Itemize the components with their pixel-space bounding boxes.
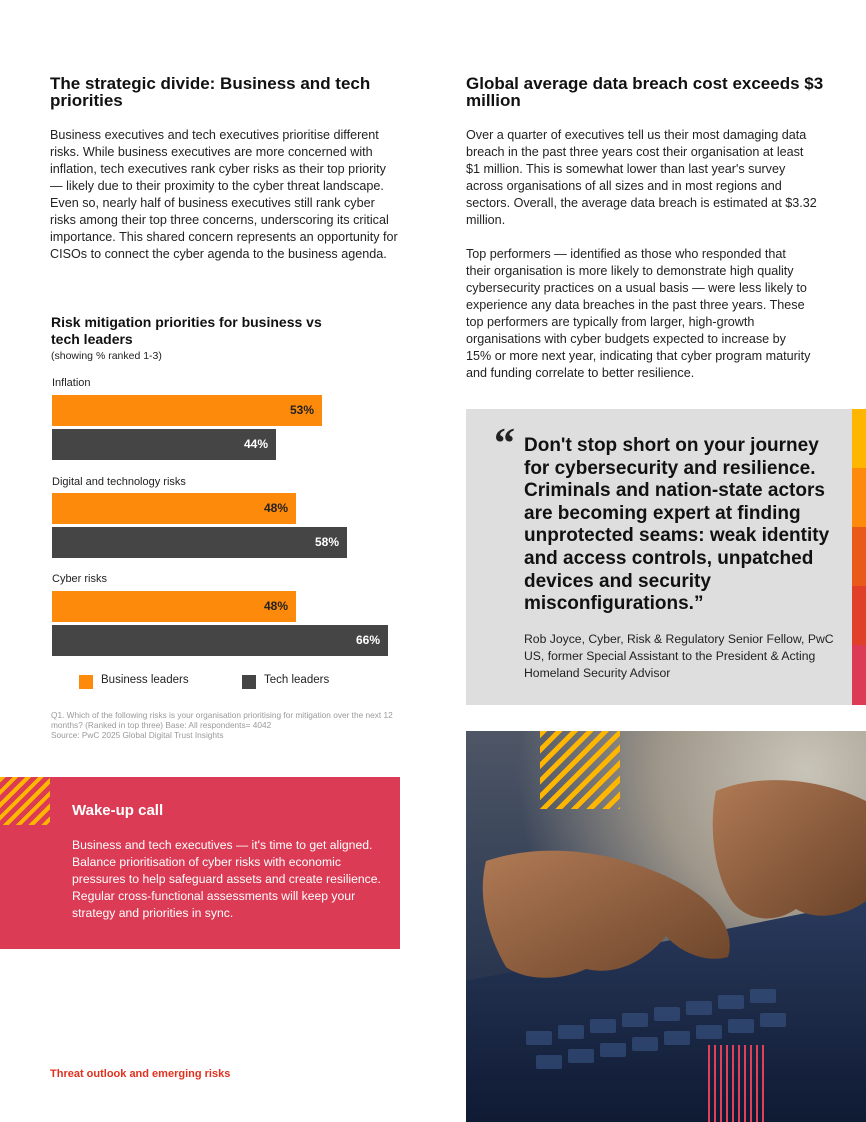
right-paragraph-1: Over a quarter of executives tell us their most damaging data breach in the past three years cost their organisation at least $1 million. This is somewhat lower than last year's survey across organisations of all sizes and in most regions and sectors. Overall, the average data breach is estimated at $3.32 million. bbox=[466, 128, 817, 227]
right-paragraph-2: Top performers — identified as those who responded that their organisation is more likely to demonstrate high quality cybersecurity practices on a usual basis — were less likely to experience any data breaches in the past three years. These top performers are typically from larger, high-growth organisations with cyber budgets expected to increase by 15% or more next year, indicating that cyber program maturity and funding correlate to better resilience. bbox=[466, 247, 811, 380]
right-heading: Global average data breach cost exceeds $3 million bbox=[466, 74, 824, 110]
bar-value-label: 48% bbox=[263, 501, 288, 515]
legend-label-business: Business leaders bbox=[101, 674, 189, 686]
category-label-inflation: Inflation bbox=[52, 377, 91, 389]
accent-bar-5 bbox=[852, 645, 866, 705]
bar-digital-tech bbox=[52, 527, 347, 558]
quote-attribution: Rob Joyce, Cyber, Risk & Regulatory Senior Fellow, PwC US, former Special Assistant to the President & Acting Homeland Security Advisor bbox=[524, 632, 834, 680]
accent-bar-2 bbox=[852, 468, 866, 527]
legend-swatch-business bbox=[79, 675, 93, 689]
chart-subtitle: (showing % ranked 1-3) bbox=[51, 350, 162, 362]
legend-swatch-tech bbox=[242, 675, 256, 689]
quote-text: Don't stop short on your journey for cybersecurity and resilience. Criminals and nation-state actors are becoming expert at finding unprotected seams: weak identity and access controls, unpatched devices and security misconfigurations.” bbox=[524, 435, 830, 615]
wakeup-text: Business and tech executives — it's time to get aligned. Balance prioritisation of cyber risks with economic pressures to help safeguard assets and create resilience. Regular cross-functional assessments will keep your strategy and priorities in sync. bbox=[72, 838, 381, 920]
bar-value-label: 58% bbox=[314, 535, 339, 549]
bar-inflation-tech bbox=[52, 429, 276, 460]
decorative-stripes bbox=[540, 731, 620, 809]
category-label-cyber: Cyber risks bbox=[52, 573, 108, 585]
bar-inflation-business bbox=[52, 395, 322, 426]
bar-value-label: 53% bbox=[289, 403, 314, 417]
decorative-stripes bbox=[708, 1045, 764, 1122]
legend-label-tech: Tech leaders bbox=[264, 674, 330, 686]
decorative-stripes bbox=[0, 777, 50, 825]
hands-on-keyboard-illustration bbox=[466, 731, 866, 1122]
bar-value-label: 44% bbox=[243, 437, 268, 451]
bar-digital-business bbox=[52, 493, 296, 524]
chart-footnote bbox=[51, 710, 401, 740]
chart-title: Risk mitigation priorities for business vs tech leaders bbox=[51, 314, 322, 347]
bar-value-label: 48% bbox=[263, 599, 288, 613]
chart-source: Source: PwC 2025 Global Digital Trust Insights bbox=[51, 730, 224, 740]
wakeup-callout bbox=[0, 777, 400, 949]
bar-cyber-tech bbox=[52, 625, 388, 656]
footer-section-label: Threat outlook and emerging risks bbox=[50, 1068, 231, 1080]
category-label-digital-tech: Digital and technology risks bbox=[52, 476, 186, 488]
accent-bar-4 bbox=[852, 586, 866, 645]
accent-bar-1 bbox=[852, 409, 866, 468]
left-paragraph: Business executives and tech executives prioritise different risks. While business executives are more concerned with inflation, tech executives rank cyber risks as their top priority — likely due to their proximity to the cyber threat landscape. Even so, nearly half of business executives still rank cyber risks among their top three concerns, underscoring its critical importance. This shared concern represents an opportunity for CISOs to connect the cyber agenda to the business agenda. bbox=[50, 128, 398, 261]
quote-mark-icon: “ bbox=[494, 421, 515, 467]
bar-cyber-business bbox=[52, 591, 296, 622]
left-heading: The strategic divide: Business and tech priorities bbox=[50, 74, 371, 110]
bar-value-label: 66% bbox=[355, 633, 380, 647]
wakeup-title: Wake-up call bbox=[72, 802, 164, 819]
pull-quote bbox=[466, 409, 852, 705]
keyboard-photo bbox=[466, 731, 866, 1122]
chart-question: Q1. Which of the following risks is your organisation prioritising for mitigation over the next 12 months? (Ranked in top three) Base: All respondents= 4042 bbox=[51, 710, 393, 730]
accent-bar-3 bbox=[852, 527, 866, 586]
